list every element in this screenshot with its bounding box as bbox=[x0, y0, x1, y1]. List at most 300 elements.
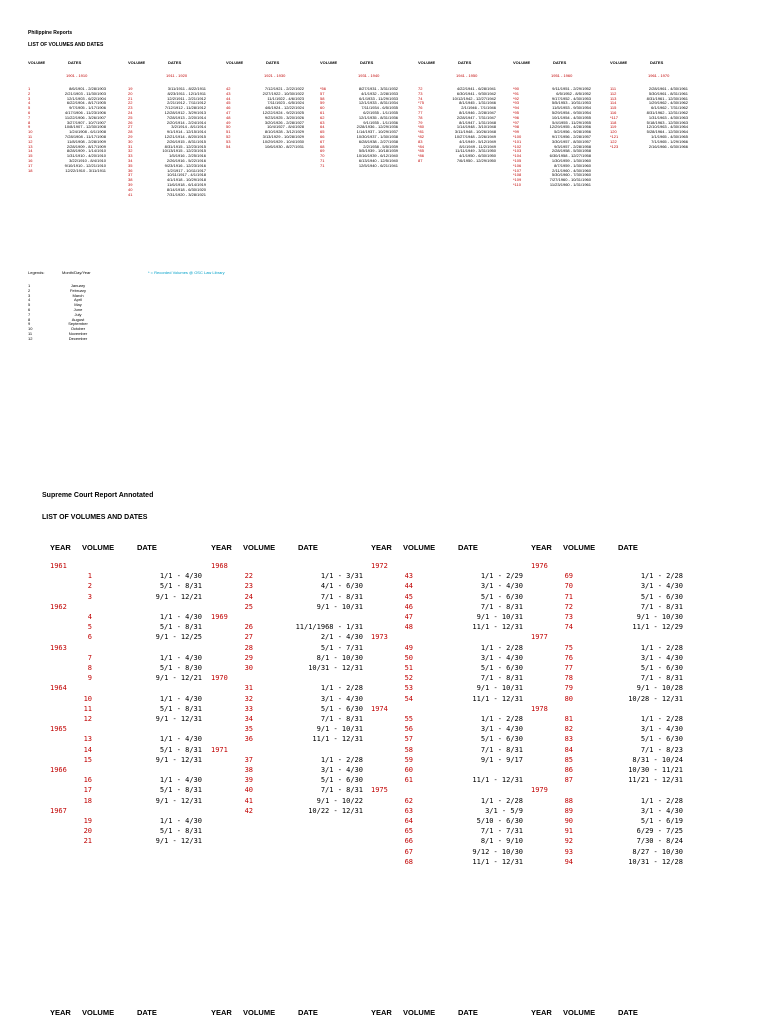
scra-row bbox=[221, 684, 363, 692]
scra-date: 5/1 - 6/30 bbox=[640, 664, 683, 672]
month-name: April bbox=[73, 297, 82, 303]
volume-column bbox=[610, 87, 688, 149]
volume-number: 36 bbox=[128, 167, 133, 173]
scra-row bbox=[60, 837, 202, 845]
scra-row bbox=[541, 613, 683, 621]
scra-row bbox=[541, 858, 683, 866]
volume-dates: 3/13/1929 - 10/28/1929 bbox=[262, 133, 304, 139]
volume-number: 5 bbox=[28, 105, 31, 111]
scra-header-volume: VOLUME bbox=[563, 543, 596, 552]
scra-row bbox=[60, 572, 202, 580]
volume-number: *109 bbox=[513, 177, 522, 183]
volume-row bbox=[610, 145, 688, 150]
scra-row bbox=[541, 695, 683, 703]
volume-number: *98 bbox=[513, 124, 520, 130]
volume-dates: 4/1/1949 - 5/12/1949 bbox=[459, 138, 496, 144]
scra-row bbox=[541, 654, 683, 662]
volume-dates: 5/2/1956 - 9/28/1956 bbox=[554, 129, 591, 135]
scra-row bbox=[60, 746, 202, 754]
month-name: February bbox=[69, 287, 86, 293]
range-label: 1951 - 1960 bbox=[551, 73, 573, 78]
scra-volume: 30 bbox=[244, 664, 253, 672]
scra-row bbox=[381, 848, 523, 856]
volume-number: 10 bbox=[28, 129, 33, 135]
volume-dates: 2/21/1912 - 7/11/1912 bbox=[167, 100, 206, 106]
legend-row bbox=[28, 337, 108, 342]
volume-number: 6 bbox=[28, 109, 31, 115]
month-name: November bbox=[68, 330, 88, 336]
volume-number: 37 bbox=[128, 172, 133, 178]
scra-volume: 57 bbox=[404, 735, 413, 744]
scra-volume: 76 bbox=[564, 653, 573, 662]
volume-dates: 6/28/1938 - 2/27/1938 bbox=[358, 138, 398, 144]
volume-dates: 7/28/1913 - 2/20/1914 bbox=[166, 114, 206, 120]
scra-year: 1973 bbox=[371, 633, 388, 642]
volume-number: *100 bbox=[513, 133, 522, 139]
scra-date: 5/1 - 8/31 bbox=[159, 704, 202, 713]
volume-dates: 10/27/1948 - 2/26/1949 bbox=[454, 133, 496, 139]
volume-number: 38 bbox=[128, 177, 133, 183]
month-name: May bbox=[74, 302, 82, 308]
scra-row bbox=[381, 644, 523, 652]
scra-volume: 50 bbox=[404, 653, 413, 662]
volume-dates: 8/28/1909 - 1/14/1910 bbox=[66, 148, 106, 154]
scra-row bbox=[60, 674, 202, 682]
volume-dates: 5/18/1963 - 12/30/1963 bbox=[646, 119, 688, 125]
scra-year: 1967 bbox=[50, 806, 67, 815]
scra-date: 5/1 - 6/30 bbox=[320, 776, 363, 785]
scra-date: 7/1 - 8/31 bbox=[480, 745, 523, 754]
scra-date: 9/1 - 12/21 bbox=[155, 592, 202, 601]
scra-volume: 71 bbox=[564, 592, 573, 601]
scra-volume: 90 bbox=[564, 817, 573, 825]
volume-dates: 9/17/1952 - 4/30/1953 bbox=[551, 95, 591, 101]
scra-date: 9/1 - 12/21 bbox=[155, 674, 202, 683]
volume-number: 60 bbox=[320, 105, 325, 111]
volume-dates: 9/10/1910 - 12/21/1910 bbox=[64, 162, 106, 168]
volume-number: *97 bbox=[513, 119, 520, 125]
scra-row bbox=[541, 848, 683, 856]
scra-header-year: YEAR bbox=[371, 1008, 392, 1017]
scra-header-volume: VOLUME bbox=[82, 1008, 115, 1017]
scra-header-year: YEAR bbox=[50, 1008, 71, 1017]
volume-dates: 4/6/1924 - 12/22/1924 bbox=[264, 105, 304, 111]
scra-row bbox=[221, 786, 363, 794]
scra-date: 7/1 - 8/31 bbox=[320, 592, 363, 601]
volume-number: 2 bbox=[28, 90, 31, 96]
volume-number: 20 bbox=[128, 90, 133, 96]
scra-date: 9/1 - 12/31 bbox=[155, 755, 202, 764]
scra-volume: 61 bbox=[404, 776, 413, 785]
volume-number: 69 bbox=[320, 148, 325, 154]
scra-date: 3/1 - 4/30 bbox=[480, 653, 523, 662]
scra-date: 11/1 - 12/31 bbox=[472, 857, 523, 866]
scra-header-date: DATE bbox=[458, 1008, 478, 1017]
scra-row bbox=[221, 664, 363, 672]
volume-number: 9 bbox=[28, 124, 31, 130]
scra-row bbox=[221, 623, 363, 631]
volume-number: 113 bbox=[610, 95, 617, 101]
volume-number: 26 bbox=[128, 119, 133, 125]
scra-date: 10/30 - 11/21 bbox=[628, 766, 683, 774]
volume-dates: 10/4/1927 - 8/4/1928 bbox=[267, 124, 304, 130]
volume-number: *103 bbox=[513, 148, 522, 154]
volume-number: 28 bbox=[128, 129, 133, 135]
volume-dates: 12/22/1910 - 3/11/1911 bbox=[65, 167, 106, 173]
scra-row bbox=[221, 756, 363, 764]
scra-date: 11/1 - 12/31 bbox=[472, 623, 523, 632]
volume-number: 42 bbox=[226, 86, 231, 91]
scra-row bbox=[221, 807, 363, 815]
scra-row bbox=[381, 654, 523, 662]
scra-row bbox=[541, 827, 683, 835]
scra-row bbox=[541, 582, 683, 590]
month-number: 4 bbox=[28, 297, 31, 303]
scra-year: 1969 bbox=[211, 613, 228, 621]
volume-dates: 2/21/1903 - 11/30/1903 bbox=[64, 90, 106, 96]
volume-dates: 10/30/1937 - 1/30/1938 bbox=[356, 133, 398, 139]
volume-dates: 8/1/1946 - 2/28/1947 bbox=[459, 109, 496, 115]
scra-volume: 32 bbox=[244, 694, 253, 703]
volume-number: *80 bbox=[418, 124, 425, 130]
scra-date: 7/1 - 8/31 bbox=[320, 786, 363, 795]
volume-number: *104 bbox=[513, 153, 522, 159]
volume-dates: 11/5/1953 - 9/30/1954 bbox=[552, 105, 591, 111]
volume-dates: 10/16/1939 - 6/12/1940 bbox=[356, 153, 398, 159]
scra-date: 6/29 - 7/25 bbox=[636, 827, 683, 836]
volume-dates: 2/11/1960 - 4/30/1960 bbox=[552, 167, 591, 173]
scra-date: 3/1 - 4/30 bbox=[640, 653, 683, 662]
volume-number: *123 bbox=[610, 143, 619, 149]
volume-number: 39 bbox=[128, 181, 133, 187]
volume-row bbox=[513, 183, 591, 188]
volume-dates: 7/12/1921 - 2/22/1922 bbox=[264, 86, 304, 91]
volume-dates: 5/30/1960 - 7/30/1960 bbox=[551, 172, 591, 178]
volume-dates: 3/2/1914 - 8/1/1914 bbox=[171, 124, 206, 130]
scra-date: 4/1 - 6/30 bbox=[320, 582, 363, 591]
volume-dates: 8/31/1915 - 12/23/1915 bbox=[164, 143, 206, 149]
volume-row bbox=[320, 164, 398, 169]
scra-header-year: YEAR bbox=[211, 1008, 232, 1017]
volume-dates: 8/1/1945 - 1/31/1946 bbox=[459, 100, 496, 106]
volume-number: 30 bbox=[128, 138, 133, 144]
scra-date: 9/1 - 10/31 bbox=[476, 613, 523, 621]
month-name: June bbox=[73, 306, 83, 312]
scra-date: 5/1 - 6/30 bbox=[480, 735, 523, 744]
scra-volume: 79 bbox=[564, 684, 573, 693]
scra-header-volume: VOLUME bbox=[403, 543, 436, 552]
volume-dates: 6/30/1958 - 12/27/1958 bbox=[549, 153, 591, 159]
volume-number: *56 bbox=[320, 86, 327, 91]
scra-date: 7/1 - 8/31 bbox=[640, 674, 683, 683]
scra-date: 10/31 - 12/28 bbox=[628, 857, 683, 866]
volume-number: 19 bbox=[128, 86, 133, 91]
volume-dates: 8/23/1911 - 12/1/1911 bbox=[167, 90, 206, 96]
volume-dates: 9/7/1905 - 1/17/1906 bbox=[69, 105, 106, 111]
volume-dates: 7/11/1923 - 6/5/1924 bbox=[267, 100, 304, 106]
volume-dates: 12/10/1963 - 4/30/1964 bbox=[646, 124, 688, 130]
scra-year: 1964 bbox=[50, 684, 67, 693]
scra-volume: 63 bbox=[404, 806, 413, 815]
range-label: 1931 - 1940 bbox=[358, 73, 380, 78]
scra-date: 5/1 - 7/31 bbox=[320, 643, 363, 652]
volume-dates: 9/3/1957 - 2/28/1958 bbox=[554, 143, 591, 149]
scra-year: 1978 bbox=[531, 704, 548, 713]
scra-date: 5/10 - 6/30 bbox=[476, 817, 523, 825]
scra-volume: 21 bbox=[83, 837, 92, 846]
volume-dates: 7/1/1965 - 1/29/1966 bbox=[651, 138, 688, 144]
volume-number: 31 bbox=[128, 143, 133, 149]
volume-dates: 12/21/1914 - 8/20/1915 bbox=[164, 133, 206, 139]
volume-dates: 5/5/1939 - 10/18/1939 bbox=[358, 148, 398, 154]
scra-volume: 2 bbox=[87, 582, 92, 591]
volume-dates: 10/1/1954 - 4/30/1955 bbox=[551, 114, 591, 120]
scra-row bbox=[381, 817, 523, 825]
scra-row bbox=[381, 572, 523, 580]
scra-row bbox=[541, 725, 683, 733]
col-header-dates: DATES bbox=[360, 60, 374, 65]
scra-row bbox=[381, 858, 523, 866]
month-name: January bbox=[70, 283, 86, 288]
col-header-dates: DATES bbox=[266, 60, 280, 65]
scra-row bbox=[541, 817, 683, 825]
volume-number: 68 bbox=[320, 143, 325, 149]
volume-dates: 8/31/1961 - 12/30/1961 bbox=[646, 95, 688, 101]
scra-date: 11/21 - 12/31 bbox=[628, 776, 683, 785]
scra-header-date: DATE bbox=[137, 543, 157, 552]
volume-number: 64 bbox=[320, 124, 325, 130]
range-label: 1941 - 1950 bbox=[456, 73, 478, 78]
volume-number: 58 bbox=[320, 95, 325, 101]
volume-dates: 4/1/1918 - 10/29/1918 bbox=[166, 177, 206, 183]
scra-date: 9/1 - 10/30 bbox=[636, 613, 683, 621]
scra-row bbox=[221, 797, 363, 805]
volume-dates: 3/30/1957 - 8/30/1957 bbox=[551, 138, 591, 144]
scra-date: 5/1 - 6/30 bbox=[480, 592, 523, 601]
scra-row bbox=[221, 644, 363, 652]
scra-date: 1/1 - 2/28 bbox=[480, 643, 523, 652]
volume-dates: 10/6/1930 - 8/27/1931 bbox=[264, 143, 304, 149]
scra-volume: 60 bbox=[404, 766, 413, 774]
scra-volume: 27 bbox=[244, 633, 253, 642]
volume-number: 21 bbox=[128, 95, 133, 101]
scra-date: 1/1 - 2/28 bbox=[640, 572, 683, 581]
scra-date: 7/30 - 8/24 bbox=[636, 837, 683, 846]
scra-volume: 47 bbox=[404, 613, 413, 621]
volume-number: 18 bbox=[28, 167, 33, 173]
scra-row bbox=[60, 797, 202, 805]
scra-row bbox=[381, 735, 523, 743]
legend-note: * = Recorded Volumes @ OSC Law Library bbox=[148, 270, 225, 275]
volume-number: 33 bbox=[128, 153, 133, 159]
scra-volume: 29 bbox=[244, 653, 253, 662]
report-title: Philippine Reports bbox=[28, 30, 73, 36]
month-number: 9 bbox=[28, 321, 31, 327]
volume-number: 14 bbox=[28, 148, 33, 154]
volume-number: 66 bbox=[320, 133, 325, 139]
volume-dates: 1/14/1937 - 10/29/1937 bbox=[356, 129, 398, 135]
scra-date: 5/1 - 6/30 bbox=[640, 592, 683, 601]
scra-date: 3/1 - 4/30 bbox=[480, 582, 523, 591]
scra-row bbox=[60, 664, 202, 672]
scra-volume: 88 bbox=[564, 796, 573, 805]
scra-year: 1972 bbox=[371, 562, 388, 570]
scra-row bbox=[221, 593, 363, 601]
scra-volume: 9 bbox=[87, 674, 92, 683]
scra-date: 1/1 - 4/30 bbox=[159, 653, 202, 662]
scra-row bbox=[60, 715, 202, 723]
col-header-dates: DATES bbox=[68, 60, 82, 65]
volume-number: 115 bbox=[610, 105, 617, 111]
scra-volume: 12 bbox=[83, 715, 92, 723]
volume-number: *82 bbox=[418, 133, 425, 139]
scra-row bbox=[541, 756, 683, 764]
scra-row bbox=[60, 582, 202, 590]
volume-dates: 3/11/1911 - 8/22/1911 bbox=[167, 86, 206, 91]
scra-date: 1/1 - 4/30 bbox=[159, 572, 202, 581]
scra-header-date: DATE bbox=[298, 543, 318, 552]
scra-row bbox=[221, 725, 363, 733]
scra-row bbox=[381, 715, 523, 723]
volume-number: 41 bbox=[128, 191, 133, 197]
volume-number: 1 bbox=[28, 86, 31, 91]
volume-number: 63 bbox=[320, 119, 325, 125]
volume-row bbox=[28, 169, 106, 174]
scra-volume: 75 bbox=[564, 643, 573, 652]
month-number: 5 bbox=[28, 302, 31, 308]
range-label: 1901 - 1910 bbox=[66, 73, 88, 78]
scra-volume: 19 bbox=[83, 817, 92, 825]
volume-number: *107 bbox=[513, 167, 522, 173]
scra-year: 1971 bbox=[211, 745, 228, 754]
volume-dates: 11/23/1960 - 1/31/1961 bbox=[549, 181, 591, 187]
volume-number: 52 bbox=[226, 133, 231, 139]
scra-volume: 46 bbox=[404, 602, 413, 611]
volume-number: 35 bbox=[128, 162, 133, 168]
volume-number: *105 bbox=[513, 157, 522, 163]
scra-date: 9/1 - 10/28 bbox=[636, 684, 683, 693]
volume-number: 76 bbox=[418, 105, 423, 111]
col-header-volume: VOLUME bbox=[226, 60, 244, 65]
scra-volume: 51 bbox=[404, 664, 413, 672]
volume-dates: 1/1/1965 - 4/30/1965 bbox=[651, 133, 688, 139]
scra-row bbox=[221, 766, 363, 774]
scra-header-date: DATE bbox=[618, 543, 638, 552]
scra-year: 1974 bbox=[371, 704, 388, 713]
scra-header-date: DATE bbox=[618, 1008, 638, 1017]
scra-year: 1975 bbox=[371, 786, 388, 795]
month-number: 12 bbox=[28, 335, 33, 341]
volume-dates: 10/8/1907 - 12/30/1908 bbox=[64, 124, 106, 130]
scra-date: 5/1 - 8/30 bbox=[159, 664, 202, 672]
scra-row bbox=[541, 837, 683, 845]
volume-number: 114 bbox=[610, 100, 617, 106]
scra-row bbox=[60, 705, 202, 713]
scra-volume: 85 bbox=[564, 755, 573, 764]
scra-row bbox=[541, 644, 683, 652]
volume-number: *106 bbox=[513, 162, 522, 168]
scra-volume: 40 bbox=[244, 786, 253, 795]
volume-number: 74 bbox=[418, 95, 423, 101]
volume-number: 4 bbox=[28, 100, 31, 106]
volume-dates: 12/5/1940 - 6/21/1941 bbox=[358, 162, 398, 168]
scra-row bbox=[221, 633, 363, 641]
volume-dates: 6/1/1933 - 11/29/1933 bbox=[359, 95, 398, 101]
scra-date: 1/1 - 2/28 bbox=[640, 643, 683, 652]
volume-dates: 2/16/1966 - 6/30/1966 bbox=[648, 143, 688, 149]
scra-volume: 77 bbox=[564, 664, 573, 672]
volume-number: *84 bbox=[418, 143, 425, 149]
volume-dates: 11/11/1949 - 3/31/1950 bbox=[455, 148, 496, 154]
volume-number: 72 bbox=[418, 86, 423, 91]
scra-date: 8/1 - 10/30 bbox=[316, 653, 363, 662]
col-header-dates: DATES bbox=[650, 60, 664, 65]
volume-number: *93 bbox=[513, 100, 520, 106]
scra-date: 3/1 - 4/30 bbox=[640, 725, 683, 734]
scra-row bbox=[381, 827, 523, 835]
volume-dates: 9/23/1925 - 3/20/1926 bbox=[264, 114, 304, 120]
volume-dates: 2/28/1947 - 7/31/1947 bbox=[456, 114, 496, 120]
volume-column bbox=[513, 87, 591, 188]
volume-dates: 11/22/1906 - 3/26/1907 bbox=[64, 114, 106, 120]
volume-number: 32 bbox=[128, 148, 133, 154]
scra-header-year: YEAR bbox=[211, 543, 232, 552]
scra-volume: 20 bbox=[83, 827, 92, 836]
volume-dates: 7/12/1912 - 11/28/1912 bbox=[164, 105, 206, 111]
scra-row bbox=[60, 593, 202, 601]
volume-dates: 10/12/1942 - 12/27/1942 bbox=[452, 95, 496, 101]
scra-row bbox=[221, 776, 363, 784]
scra-row bbox=[381, 695, 523, 703]
scra-row bbox=[60, 786, 202, 794]
scra-header-volume: VOLUME bbox=[563, 1008, 596, 1017]
scra-volume: 83 bbox=[564, 735, 573, 744]
volume-number: *81 bbox=[418, 129, 425, 135]
scra-date: 7/1 - 8/31 bbox=[480, 674, 523, 683]
volume-number: 27 bbox=[128, 124, 133, 130]
volume-number: 49 bbox=[226, 119, 231, 125]
scra-date: 1/1 - 4/30 bbox=[159, 817, 202, 825]
month-number: 8 bbox=[28, 316, 31, 322]
volume-dates: 5/29/1954 - 9/30/1954 bbox=[551, 109, 591, 115]
scra-row bbox=[60, 776, 202, 784]
volume-dates: 2/28/1936 - 12/29/1936 bbox=[356, 124, 398, 130]
scra-date: 5/1 - 6/30 bbox=[480, 664, 523, 672]
scra-date: 1/1 - 2/28 bbox=[480, 715, 523, 723]
volume-dates: 4/1/1950 - 6/30/1950 bbox=[459, 153, 496, 159]
scra-volume: 45 bbox=[404, 592, 413, 601]
scra-row bbox=[60, 654, 202, 662]
month-number: 11 bbox=[28, 330, 33, 336]
scra-date: 1/1 - 3/31 bbox=[320, 572, 363, 581]
scra-date: 5/1 - 8/31 bbox=[159, 582, 202, 591]
scra-row bbox=[381, 746, 523, 754]
volume-dates: 8/7/1959 - 1/30/1960 bbox=[554, 162, 591, 168]
scra-row bbox=[541, 715, 683, 723]
volume-dates: 5/4/1955 - 11/29/1955 bbox=[552, 119, 591, 125]
scra-volume: 92 bbox=[564, 837, 573, 846]
scra-volume: 80 bbox=[564, 694, 573, 703]
scra-row bbox=[381, 674, 523, 682]
scra-volume: 18 bbox=[83, 796, 92, 805]
scra-date: 9/1 - 10/31 bbox=[316, 602, 363, 611]
scra-row bbox=[60, 633, 202, 641]
scra-volume: 53 bbox=[404, 684, 413, 693]
scra-volume: 1 bbox=[87, 572, 92, 581]
scra-volume: 38 bbox=[244, 766, 253, 774]
scra-volume: 81 bbox=[564, 715, 573, 723]
volume-row bbox=[418, 159, 496, 164]
